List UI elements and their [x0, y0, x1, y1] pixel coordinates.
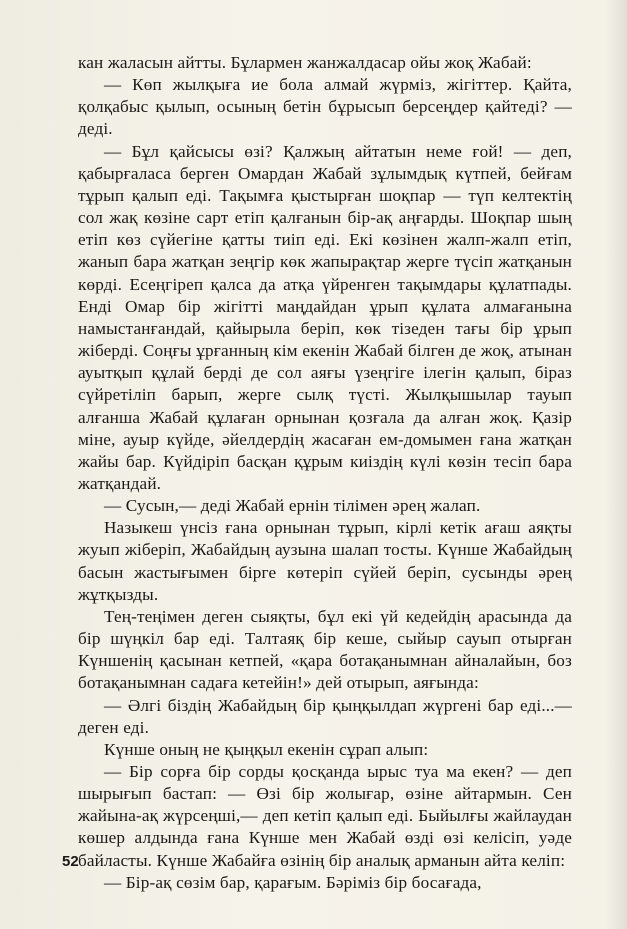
page-number: 52: [62, 853, 79, 870]
paragraph: Назыкеш үнсіз ғана орнынан тұрып, кірлі кетік ағаш аяқты жуып жіберіп, Жабайдың аузына шалап тосты. Күнше Жабайдың басын жастығымен бірге көтеріп сүйей беріп, сусынды әрең жұтқызды.: [78, 518, 572, 604]
paragraph: — Бұл қайсысы өзі? Қалжың айтатын неме ғой! — деп, қабырғаласа берген Омардан Жабай зұлымдық күтпей, бейғам тұрып қалып еді. Тақымға қыстырған шоқпар — түп келтектің сол жақ көзіне сарт етіп қалғанын бір-ақ аңғарды. Шоқпар шың етіп көз сүйегіне қатты тиіп еді. Екі көзінен жалп-жалп етіп, жанып бара жатқан зеңгір көк жапырақтар жерге түсіп жатқанын көрді. Есеңгіреп қалса да атқа үйренген тақымдары құлатпады. Енді Омар бір жігітті маңдайдан ұрып құлата алмағанына намыстанғандай, қайырыла беріп, көк тізеден тағы бір ұрып жіберді. Соңғы ұрғанның кім екенін Жабай білген де жоқ, атынан ауытқып құлай берді де сол аяғы үзеңгіге ілегін қалып, біраз сүйретіліп барып, жерге сылқ түсті. Жылқышылар тауып алғанша Жабай құлаған орнынан қозғала да алған жоқ. Қазір міне, ауыр күйде, әйелдердің жасаған ем-домымен ғана жатқан жайы бар. Күйдіріп басқан құрым киіздің күлі көзін тесіп бара жатқандай.: [78, 141, 572, 493]
paragraph: — Сусын,— деді Жабай ернін тілімен әрең жалап.: [104, 496, 481, 516]
paragraph: — Әлгі біздің Жабайдың бір қыңқылдап жүргені бар еді...— деген еді.: [78, 695, 572, 737]
body-text: [78, 52, 572, 894]
paragraph: — Бір сорға бір сорды қосқанда ырыс туа ма екен? — деп шырығып бастап: — Өзі бір жолығар, өзіне айтармын. Сен жайына-ақ жүрсеңші,— деп кетіп қалып еді. Быйылғы жайлаудан көшер алдында ғана Күнше мен Жабай өзді өзі келісіп, уәде байласты. Күнше Жабайға өзінің бір аналық арманын айта келіп:: [78, 762, 572, 870]
paragraph: кан жаласын айтты. Бұлармен жанжалдасар ойы жоқ Жабай:: [78, 53, 532, 72]
paragraph: Күнше оның не қыңқыл екенін сұрап алып:: [104, 739, 429, 759]
paragraph: — Көп жылқыға ие бола алмай жүрміз, жігіттер. Қайта, қолқабыс қылып, осының бетін бұрысып берсеңдер қайтеді? —деді.: [78, 75, 572, 139]
paragraph: Тең-теңімен деген сыяқты, бұл екі үй кедейдің арасында да бір шүңкіл бар еді. Талтаяқ бір кеше, сыйыр сауып отырған Күншенің қасынан кетпей, «қара ботақанымнан айналайын, боз ботақанымнан садаға кетейін!» дей отырып, аяғында:: [78, 606, 572, 693]
paragraph: — Бір-ақ сөзім бар, қарағым. Бәріміз бір босағада,: [104, 872, 482, 892]
page-edge-shadow: [605, 0, 627, 929]
